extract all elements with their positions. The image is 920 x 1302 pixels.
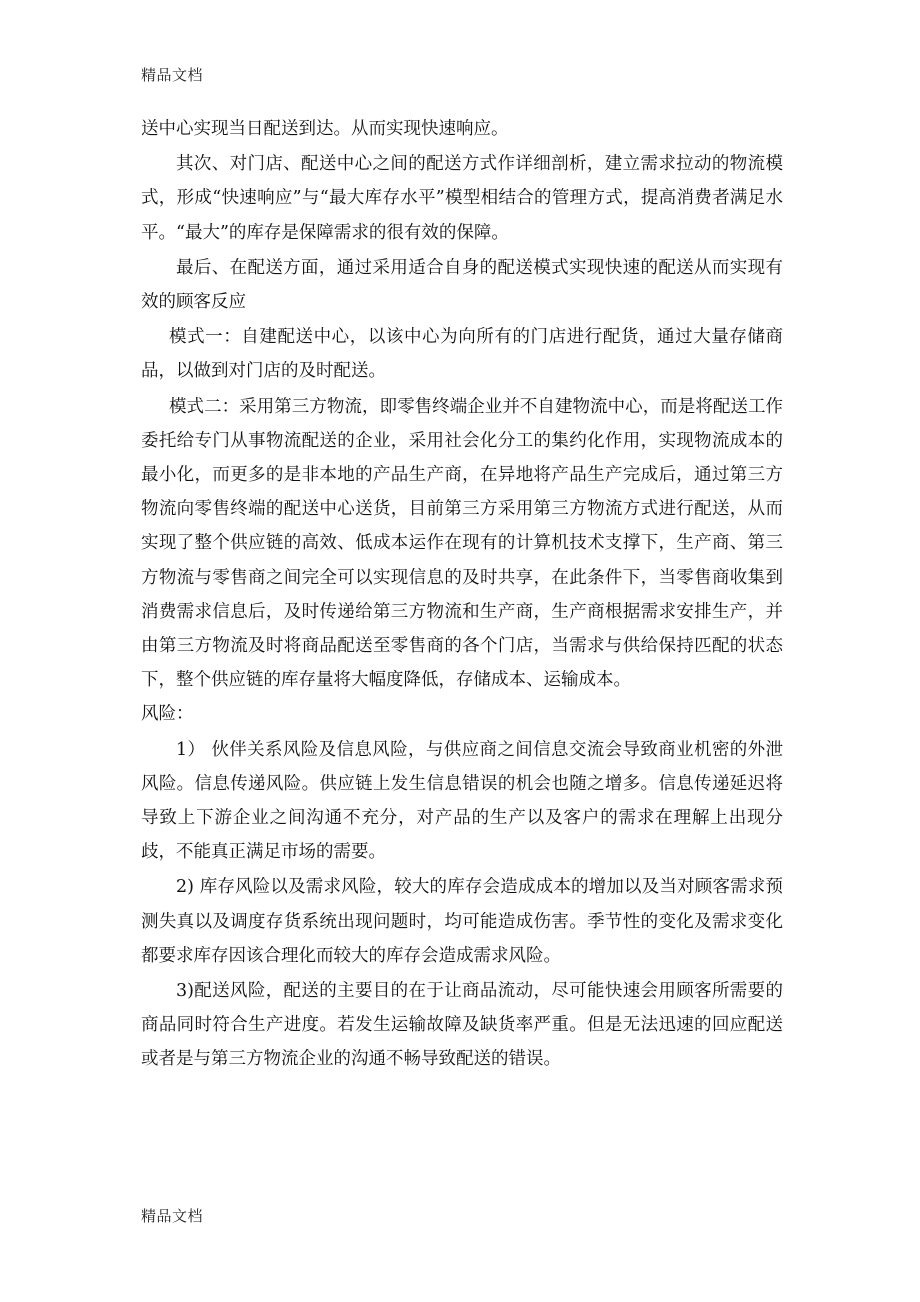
page-footer: 精品文档 <box>141 1207 204 1225</box>
paragraph-secondly: 其次、对门店、配送中心之间的配送方式作详细剖析，建立需求拉动的物流模式，形成“快速响应”与“最大库存水平”模型相结合的管理方式，提高消费者满足水平。“最大”的库存是保障需求的很有效的保障。 <box>141 154 783 243</box>
page-header: 精品文档 <box>141 66 204 84</box>
risk-item-3: 3)配送风险，配送的主要目的在于让商品流动，尽可能快速会用顾客所需要的商品同时符合生产进度。若发生运输故障及缺货率严重。但是无法迅速的回应配送或者是与第三方物流企业的沟通不畅导致配送的错误。 <box>141 981 783 1070</box>
document-body <box>141 112 783 1077</box>
risk-heading: 风险： <box>141 704 194 725</box>
risk-item-2: 2) 库存风险以及需求风险，较大的库存会造成成本的增加以及当对顾客需求预测失真以及调度存货系统出现问题时，均可能造成伤害。季节性的变化及需求变化都要求库存因该合理化而较大的库存会造成需求风险。 <box>141 877 783 966</box>
paragraph-continuation: 送中心实现当日配送到达。从而实现快速响应。 <box>141 119 509 139</box>
paragraph-mode-two: 模式二：采用第三方物流，即零售终端企业并不自建物流中心，而是将配送工作委托给专门从事物流配送的企业，采用社会化分工的集约化作用，实现物流成本的最小化，而更多的是非本地的产品生产商，在异地将产品生产完成后，通过第三方物流向零售终端的配送中心送货，目前第三方采用第三方物流方式进行配送，从而实现了整个供应链的高效、低成本运作在现有的计算机技术支撑下，生产商、第三方物流与零售商之间完全可以实现信息的及时共享，在此条件下，当零售商收集到消费需求信息后，及时传递给第三方物流和生产商，生产商根据需求安排生产，并由第三方物流及时将商品配送至零售商的各个门店，当需求与供给保持匹配的状态下，整个供应链的库存量将大幅度降低，存储成本、运输成本。 <box>141 396 783 691</box>
risk-item-1: 1） 伙伴关系风险及信息风险，与供应商之间信息交流会导致商业机密的外泄风险。信息传递风险。供应链上发生信息错误的机会也随之增多。信息传递延迟将导致上下游企业之间沟通不充分，对产品的生产以及客户的需求在理解上出现分歧，不能真正满足市场的需要。 <box>141 739 783 863</box>
paragraph-finally: 最后、在配送方面，通过采用适合自身的配送模式实现快速的配送从而实现有效的顾客反应 <box>141 257 783 313</box>
paragraph-mode-one: 模式一：自建配送中心，以该中心为向所有的门店进行配货，通过大量存储商品，以做到对门店的及时配送。 <box>141 327 783 382</box>
